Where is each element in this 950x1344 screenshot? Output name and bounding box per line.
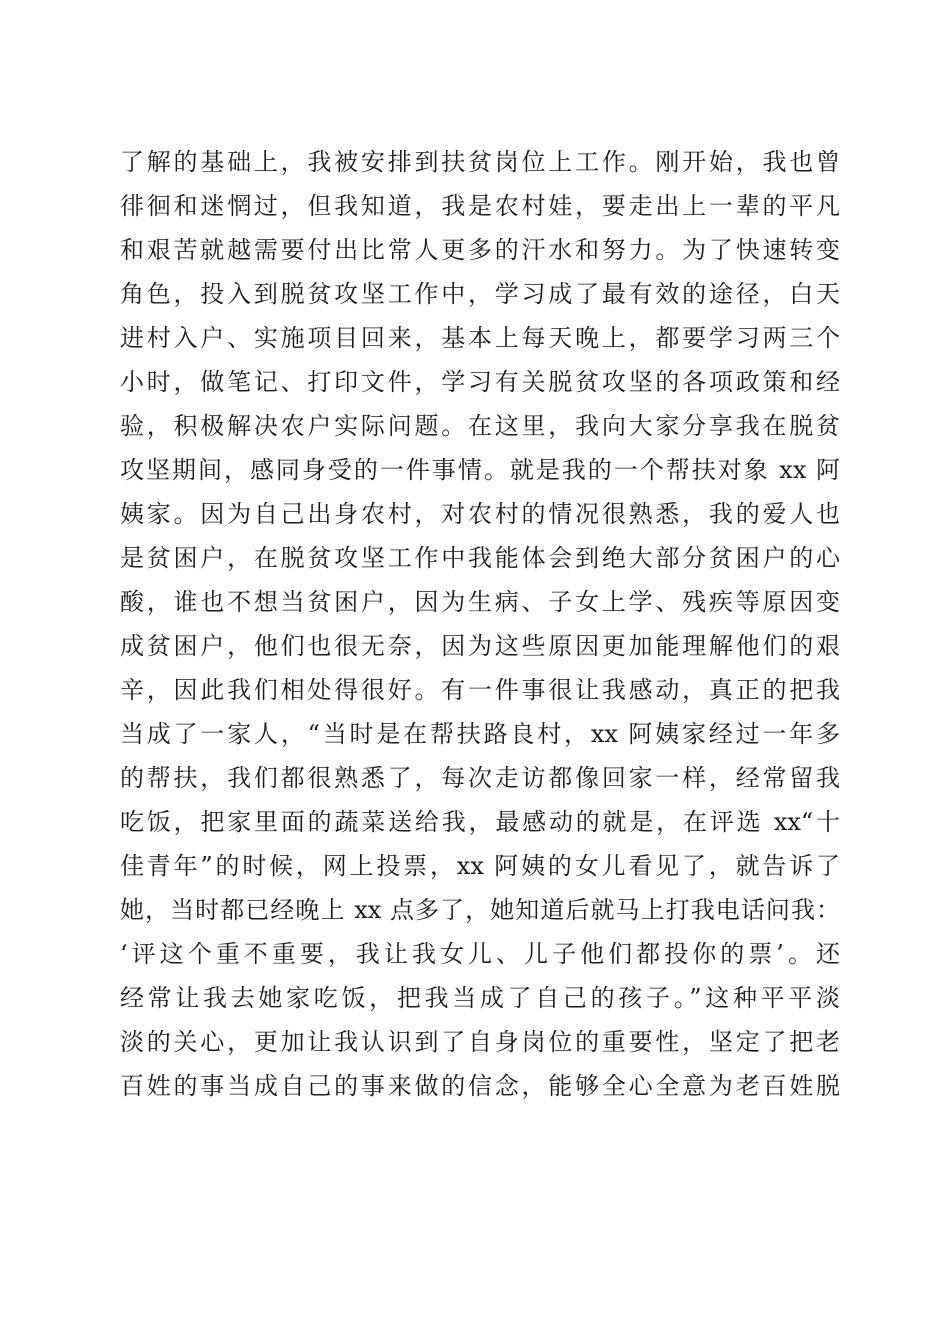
- text-line: 吃饭，把家里面的蔬菜送给我，最感动的就是，在评选 xx“十: [120, 808, 840, 836]
- text-line: 当成了一家人，“当时是在帮扶路良村，xx 阿姨家经过一年多: [120, 720, 840, 748]
- text-line: 徘徊和迷惘过，但我知道，我是农村娃，要走出上一辈的平凡: [120, 192, 840, 220]
- text-line: 辛，因此我们相处得很好。有一件事很让我感动，真正的把我: [120, 676, 840, 704]
- text-line: 验，积极解决农户实际问题。在这里，我向大家分享我在脱贫: [120, 412, 840, 440]
- text-line: 角色，投入到脱贫攻坚工作中，学习成了最有效的途径，白天: [120, 280, 840, 308]
- text-line: 姨家。因为自己出身农村，对农村的情况很熟悉，我的爱人也: [120, 500, 840, 528]
- text-line: 了解的基础上，我被安排到扶贫岗位上工作。刚开始，我也曾: [120, 148, 840, 176]
- text-line: 百姓的事当成自己的事来做的信念，能够全心全意为老百姓脱: [120, 1072, 840, 1100]
- text-line: 淡的关心，更加让我认识到了自身岗位的重要性，坚定了把老: [120, 1028, 840, 1056]
- text-line: 酸，谁也不想当贫困户，因为生病、子女上学、残疾等原因变: [120, 588, 840, 616]
- text-line: 是贫困户，在脱贫攻坚工作中我能体会到绝大部分贫困户的心: [120, 544, 840, 572]
- text-line: 小时，做笔记、打印文件，学习有关脱贫攻坚的各项政策和经: [120, 368, 840, 396]
- text-line: 和艰苦就越需要付出比常人更多的汗水和努力。为了快速转变: [120, 236, 840, 264]
- body-text: [120, 140, 840, 1108]
- text-line: ‘评这个重不重要，我让我女儿、儿子他们都投你的票’。还: [120, 940, 840, 968]
- text-line: 的帮扶，我们都很熟悉了，每次走访都像回家一样，经常留我: [120, 764, 840, 792]
- text-line: 佳青年”的时候，网上投票，xx 阿姨的女儿看见了，就告诉了: [120, 852, 840, 880]
- text-line: 攻坚期间，感同身受的一件事情。就是我的一个帮扶对象 xx 阿: [120, 456, 840, 484]
- text-line: 进村入户、实施项目回来，基本上每天晚上，都要学习两三个: [120, 324, 840, 352]
- text-line: 成贫困户，他们也很无奈，因为这些原因更加能理解他们的艰: [120, 632, 840, 660]
- text-line: 经常让我去她家吃饭，把我当成了自己的孩子。”这种平平淡: [120, 984, 840, 1012]
- text-line: 她，当时都已经晚上 xx 点多了，她知道后就马上打我电话问我：: [120, 896, 840, 924]
